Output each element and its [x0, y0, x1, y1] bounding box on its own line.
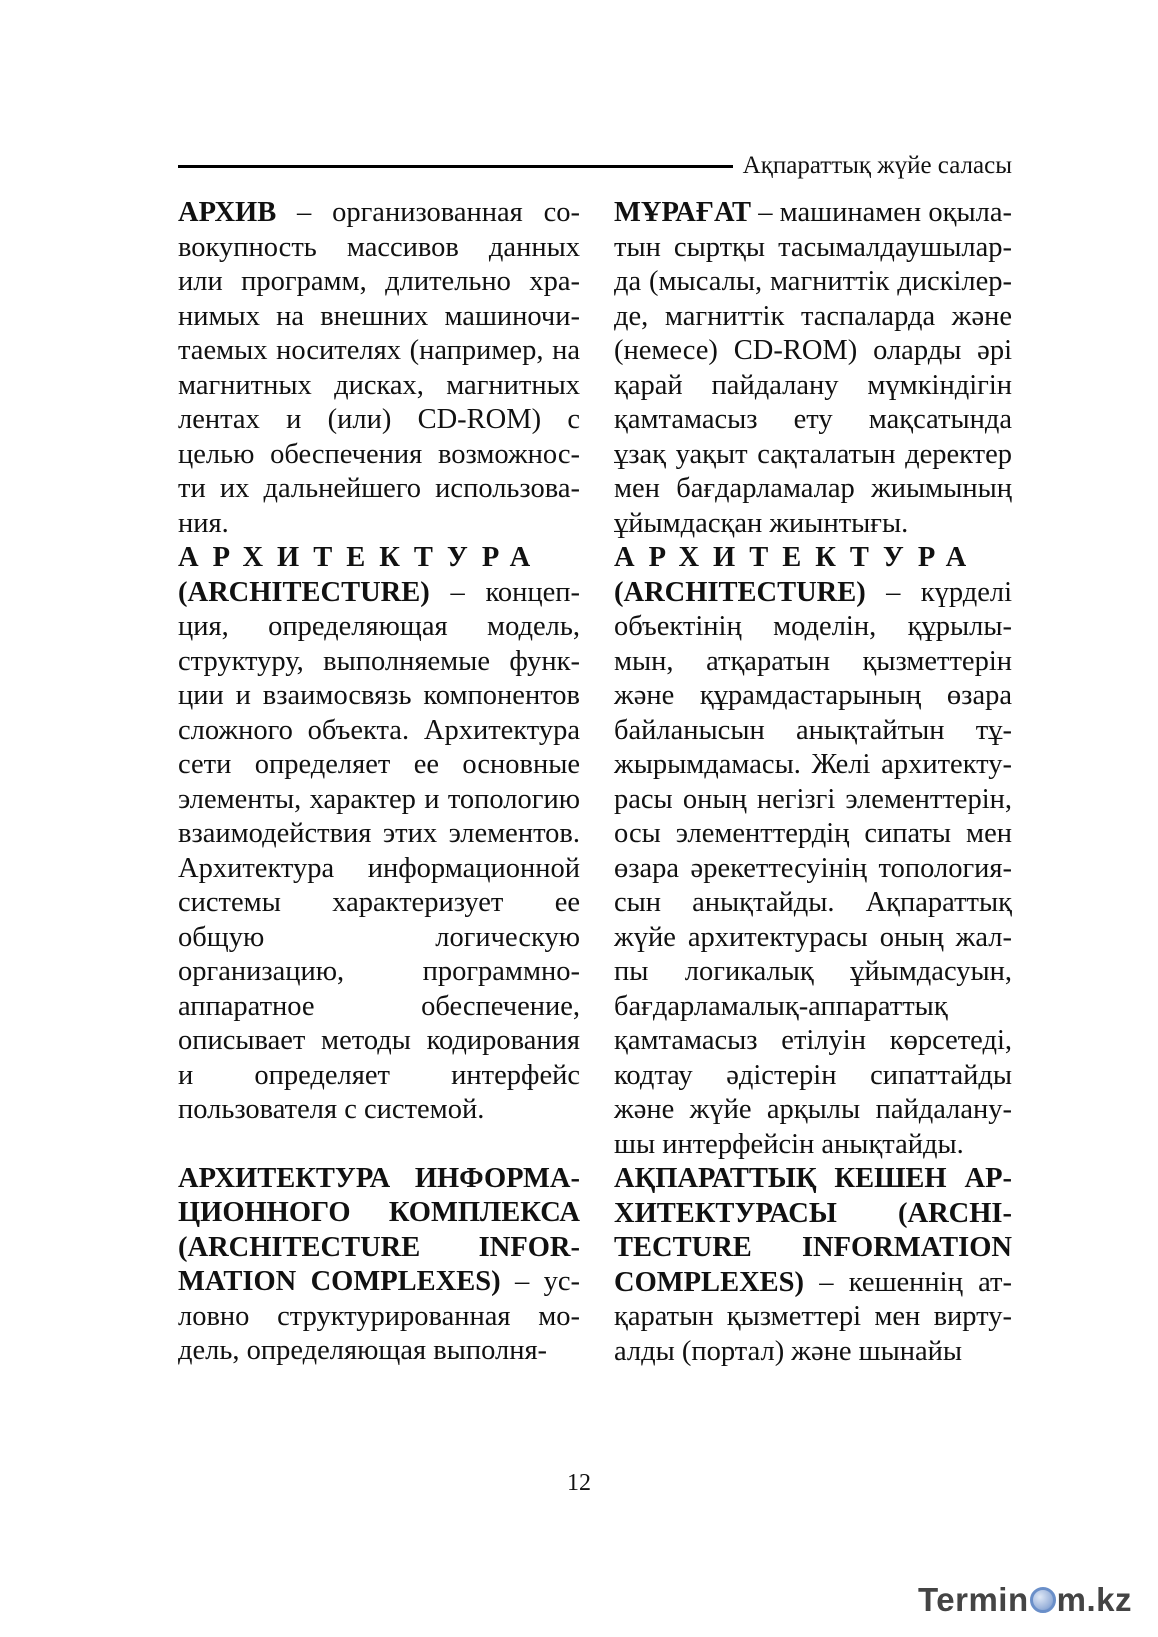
entry-arkhitektura-info-kompleksa — [178, 1162, 580, 1369]
entry-term-spaced: АРХИТЕКТУРА — [614, 542, 981, 573]
right-column — [614, 196, 1012, 1369]
watermark-text-end: m.kz — [1056, 1581, 1132, 1618]
entry-body: – концепция, определяющая модель, структуру, выполняемые функции и взаимосвязь компонентов сложного объекта. Архитектура сети определяет ее основные элементы, характер и топологию взаимодействия этих элементов. Архитектура информационной системы характеризует ее общую логическую организацию, программно-аппаратное обеспечение, описывает методы кодирования и определяет интерфейс пользователя с системой. — [178, 576, 580, 1125]
left-column — [178, 196, 580, 1369]
header-title: Ақпараттық жүйе саласы — [742, 152, 1012, 179]
entry-term-english: (ARCHITECTURE) — [614, 576, 866, 608]
entry-body: – организованная совокупность массивов данных или программ, длительно хранимых на внешних машиночитаемых носителях (например, на магнитных дисках, магнитных лентах и (или) CD-ROM) с целью обеспечения возможности их дальнейшего использования. — [178, 197, 580, 539]
running-header — [178, 146, 1012, 186]
entry-body: – күрделі объектінің моделін, құрылымын, атқаратын қызметтерін және құрамдастарының өзара байланысын анықтайтын тұжырымдамасы. Желі архитектурасы оның негізгі элементтерін, осы элементтердің сипаты мен өзара әрекеттесуінің топологиясын анықтайды. Ақпараттық жүйе архитектурасы оның жалпы логикалық ұйымдасуын, бағдарламалық-аппараттық қамтамасыз етілуін көрсетеді, кодтау әдістерін сипаттайды және жүйе арқылы пайдаланушы интерфейсін анықтайды. — [614, 576, 1012, 1160]
entry-term: МҰРАҒАТ — [614, 197, 752, 228]
entry-arkhitektura — [178, 541, 580, 1128]
entry-body: – кешеннің атқаратын қызметтері мен виртуалды (портал) және шынайы — [614, 1266, 1012, 1367]
entry-kesen-arkhitekturasy — [614, 1162, 1012, 1369]
header-rule — [178, 165, 733, 168]
entry-body: – машинамен оқылатын сыртқы тасымалдаушыларда (мысалы, магниттік дискілерде, магниттік таспаларда және (немесе) CD-ROM) оларды әрі қарай пайдалану мүмкіндігін қамтамасыз ету мақсатында ұзақ уақыт сақталатын деректер мен бағдарламалар жиымының ұйымдасқан жиынтығы. — [614, 197, 1012, 539]
entry-term: АРХИВ — [178, 197, 277, 228]
entry-term-english: (ARCHITECTURE) — [178, 576, 430, 608]
globe-icon — [1030, 1587, 1056, 1613]
entry-arkhiv — [178, 196, 580, 541]
entry-muragat — [614, 196, 1012, 541]
watermark-text-start: Termin — [918, 1581, 1029, 1618]
entry-term: АРХИТЕКТУРА ИНФОРМАЦИОННОГО КОМПЛЕКСА (ARCHITECTURE INFORMATION COMPLEXES) — [178, 1162, 580, 1297]
entry-term: АҚПАРАТТЫҚ КЕШЕН АРХИТЕКТУРАСЫ (ARCHITECTURE INFORMATION COMPLEXES) — [614, 1163, 1012, 1298]
entry-arkhitektura-kz — [614, 541, 1012, 1162]
entry-term-spaced: АРХИТЕКТУРА — [178, 542, 545, 573]
watermark-logo — [918, 1581, 1132, 1619]
entry-body: – условно структурированная модель, определяющая выполня- — [178, 1266, 580, 1366]
page-number: 12 — [567, 1470, 591, 1496]
